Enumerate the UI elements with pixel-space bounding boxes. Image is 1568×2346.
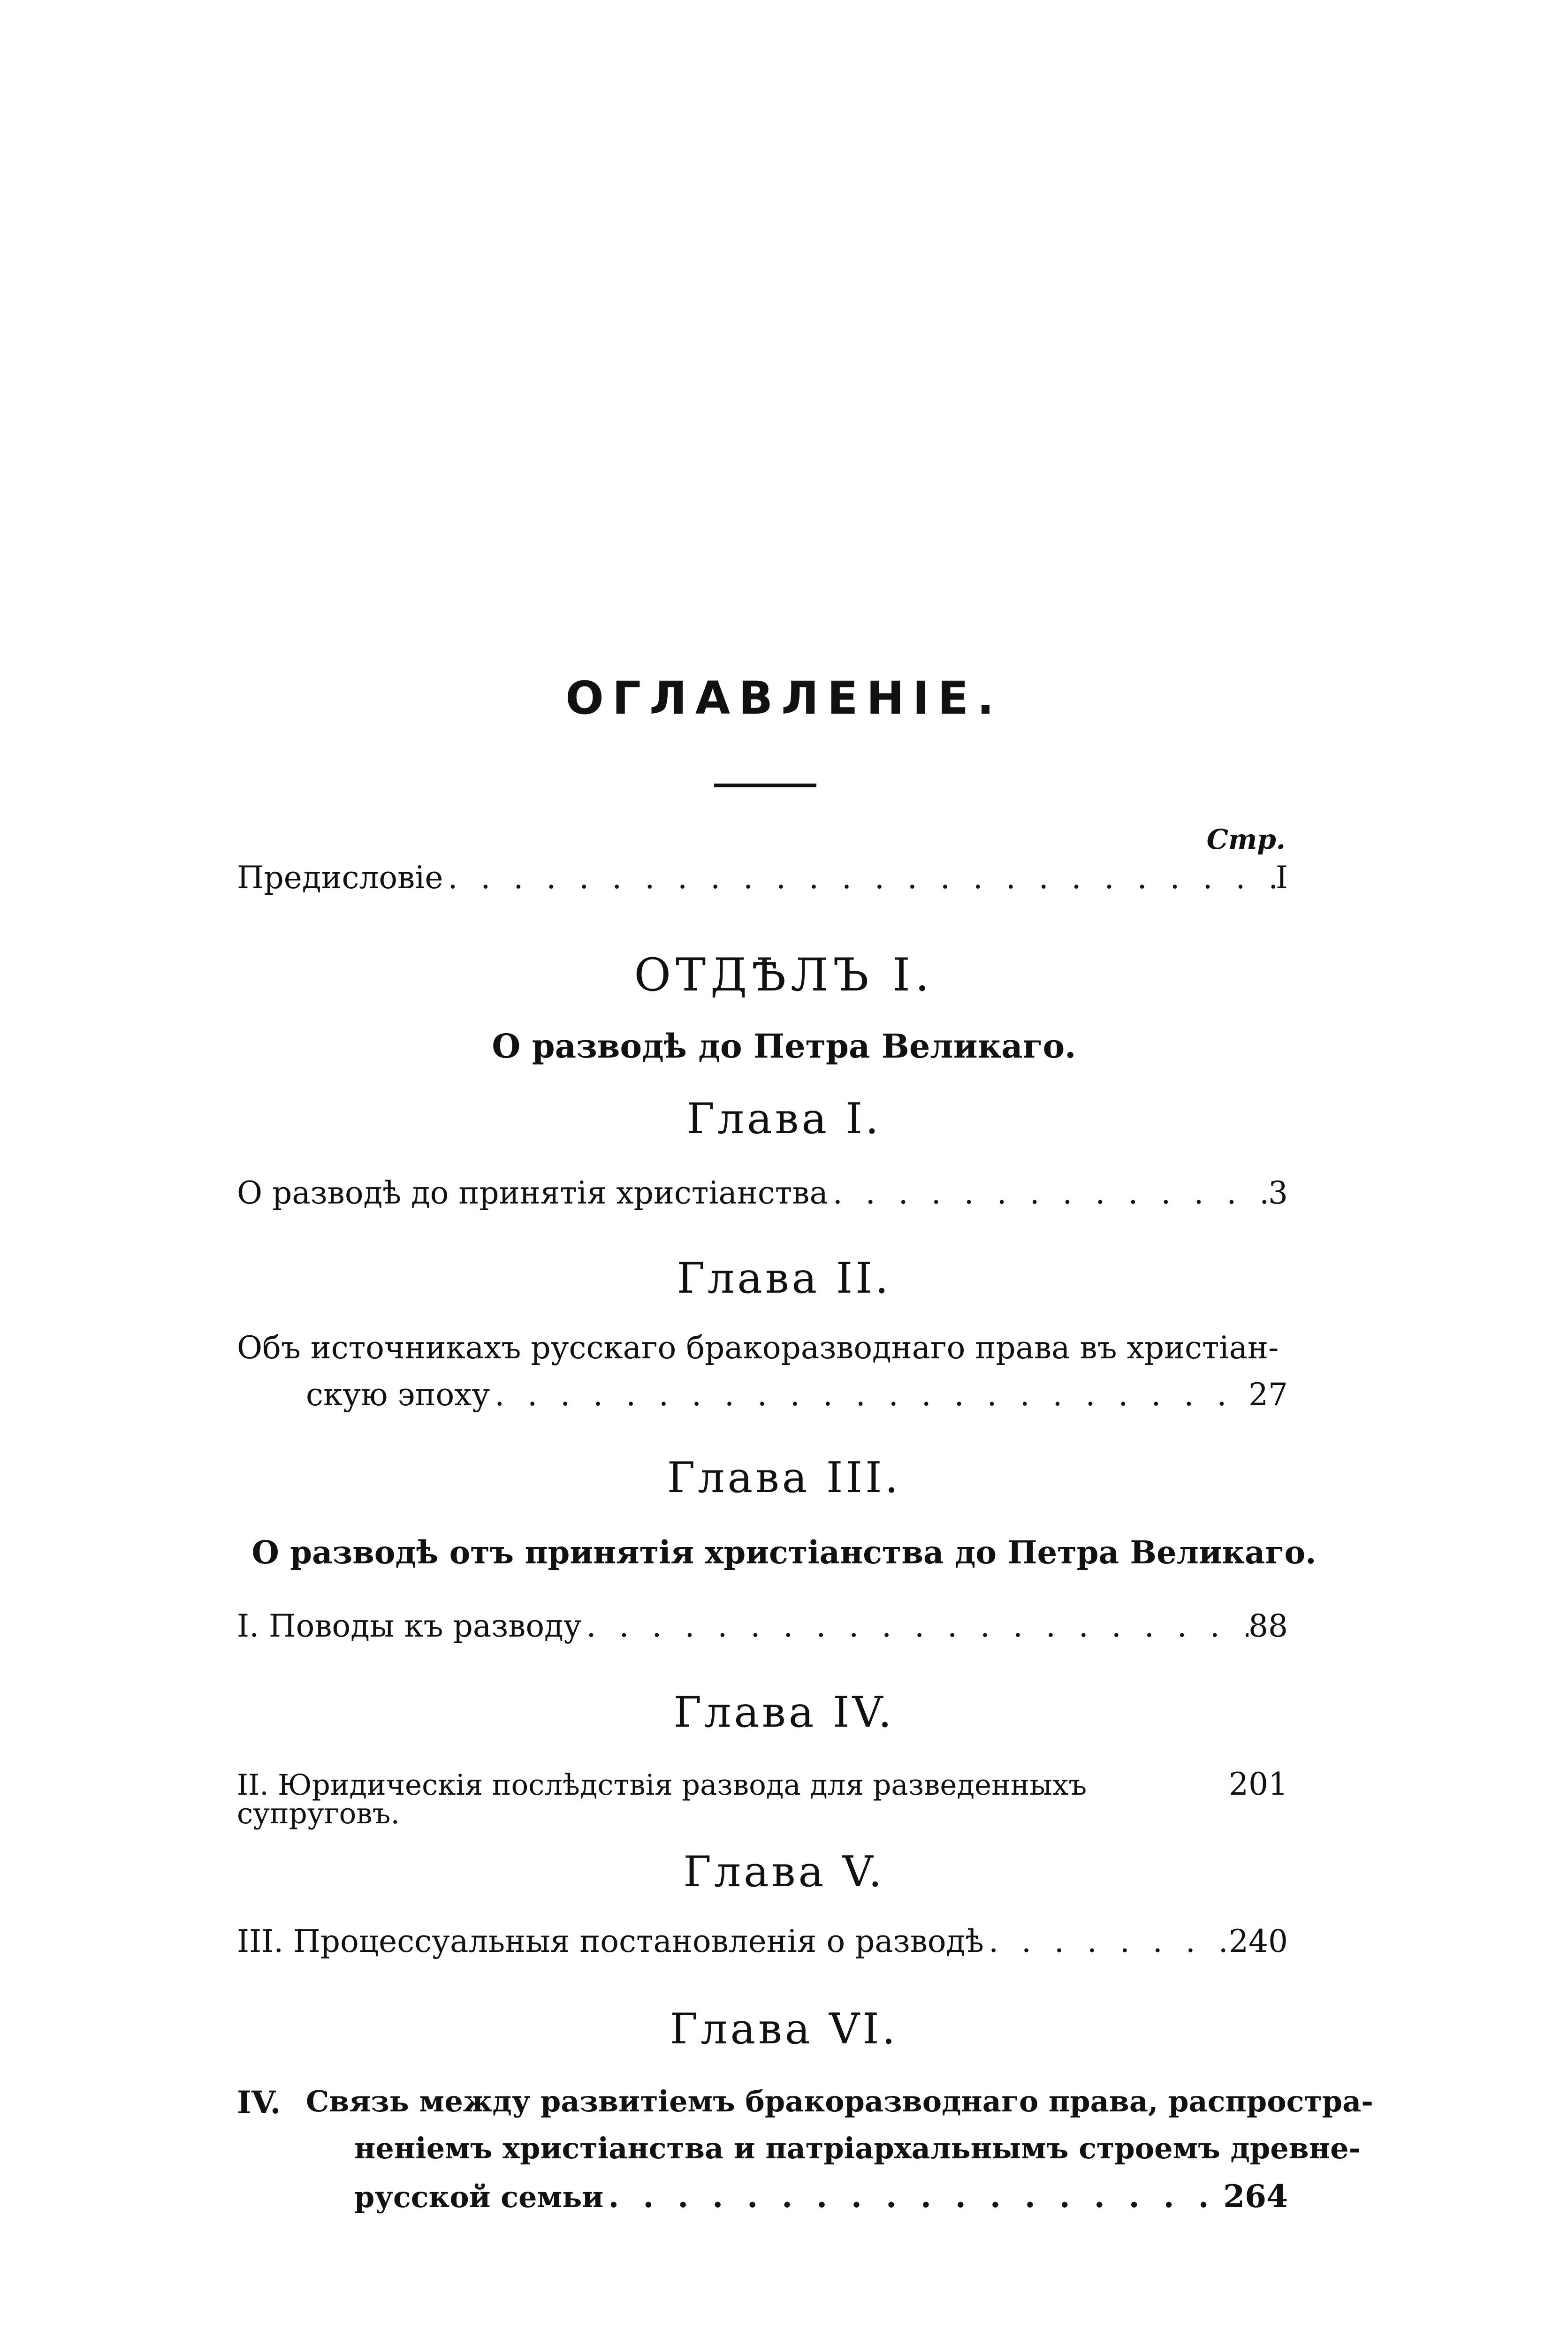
toc-entry-label: Предисловіе (237, 860, 443, 896)
toc-entry-page: 27 (1248, 1377, 1288, 1413)
toc-entry-chapter6-line2[interactable]: неніемъ христіанства и патріархальнымъ строемъ древне- (354, 2131, 1361, 2165)
toc-entry-label: III. Процессуальныя постановленія о разводѣ (237, 1923, 984, 1959)
title-rule (714, 784, 816, 787)
toc-entry-page: 264 (1223, 2178, 1288, 2215)
toc-entry-chapter6[interactable] (354, 2178, 1288, 2215)
toc-entry-chapter2-line1[interactable]: Объ источникахъ русскаго бракоразводнаго права въ христіан- (237, 1330, 1279, 1366)
section-heading: ОТДѢЛЪ I. (634, 949, 934, 1001)
chapter-heading: Глава VI. (670, 2004, 898, 2054)
leader-dots (603, 2181, 1223, 2212)
chapter-subtitle: О разводѣ отъ принятія христіанства до Петра Великаго. (251, 1534, 1317, 1571)
page-column-label: Стр. (1206, 823, 1286, 855)
toc-entry-chapter1[interactable] (237, 1175, 1288, 1211)
toc-entry-preface[interactable] (237, 860, 1288, 896)
toc-entry-page: 240 (1229, 1923, 1288, 1959)
toc-entry-number: IV. (237, 2084, 281, 2121)
toc-entry-label: О разводѣ до принятія христіанства (237, 1175, 828, 1211)
leader-dots (443, 862, 1275, 893)
toc-entry-chapter4[interactable] (237, 1766, 1288, 1830)
leader-dots (490, 1379, 1248, 1410)
leader-dots (828, 1178, 1268, 1209)
toc-entry-page: 201 (1229, 1766, 1288, 1802)
chapter-heading: Глава IV. (673, 1688, 895, 1737)
toc-entry-chapter5[interactable] (237, 1923, 1288, 1959)
toc-entry-chapter2[interactable] (306, 1377, 1288, 1413)
toc-entry-label: русской семьи (354, 2180, 604, 2214)
toc-entry-page: 88 (1248, 1608, 1288, 1644)
toc-entry-page: I (1275, 860, 1288, 896)
toc-entry-label: II. Юридическія послѣдствія развода для разведенныхъ супруговъ. (237, 1768, 1087, 1830)
toc-entry-label: I. Поводы къ разводу (237, 1608, 582, 1644)
page-title: ОГЛАВЛЕНІЕ. (565, 672, 1003, 724)
toc-entry-chapter6-line1[interactable]: Связь между развитіемъ бракоразводнаго права, распростра- (306, 2084, 1373, 2118)
leader-dots (582, 1611, 1248, 1642)
chapter-heading: Глава III. (667, 1453, 901, 1502)
chapter-heading: Глава II. (677, 1254, 891, 1303)
leader-dots (984, 1926, 1229, 1957)
section-subtitle: О разводѣ до Петра Великаго. (492, 1027, 1076, 1066)
chapter-heading: Глава V. (683, 1847, 885, 1897)
chapter-heading: Глава I. (686, 1094, 882, 1143)
toc-entry-label: скую эпоху (306, 1377, 490, 1413)
toc-entry-page: 3 (1268, 1175, 1288, 1211)
toc-entry-chapter3[interactable] (237, 1608, 1288, 1644)
